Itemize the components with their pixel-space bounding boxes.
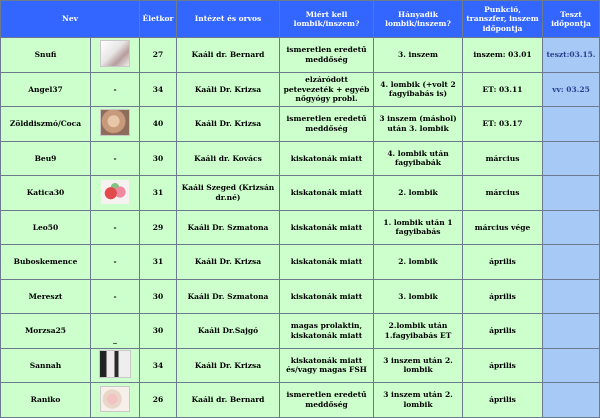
- avatar: [100, 386, 130, 412]
- dash-placeholder: -: [113, 84, 117, 94]
- cell-nev: Leo50: [1, 210, 91, 245]
- cell-punkcio: inszem: 03.01: [463, 38, 543, 73]
- cell-intezet: Kaáli Dr. Szmatona: [177, 210, 280, 245]
- cell-eletkor: 34: [140, 348, 177, 383]
- cell-miert: ismeretlen eredetű meddőség: [280, 107, 374, 142]
- cell-miert: kiskatonák miatt: [280, 279, 374, 314]
- table-row: [1, 279, 600, 314]
- cell-intezet: Kaáli dr. Bernard: [177, 38, 280, 73]
- header-nev: Nev: [1, 1, 140, 38]
- cell-hanyadik: 3 inszem után 2. lombik: [374, 383, 463, 418]
- cell-nev: Katica30: [1, 176, 91, 211]
- cell-nev: Buboskemence: [1, 245, 91, 280]
- cell-photo: [91, 210, 140, 245]
- cell-punkcio: ET: 03.17: [463, 107, 543, 142]
- cell-hanyadik: 4. lombik után fagyibabák: [374, 141, 463, 176]
- cell-nev: Sannah: [1, 348, 91, 383]
- table-row: [1, 210, 600, 245]
- cell-miert: magas prolaktin, kiskatonák miatt: [280, 314, 374, 349]
- cell-miert: kiskatonák miatt: [280, 245, 374, 280]
- cell-teszt: [543, 210, 600, 245]
- cell-hanyadik: 2.lombik után 1.fagyibabás ET: [374, 314, 463, 349]
- header-teszt: Teszt időpontja: [543, 1, 600, 38]
- header-punkcio: Punkció, transzfer, inszem időpontja: [463, 1, 543, 38]
- cell-eletkor: 30: [140, 279, 177, 314]
- cell-eletkor: 31: [140, 176, 177, 211]
- cell-miert: elzáródott petevezeték + egyéb nőgyógy probl.: [280, 72, 374, 107]
- cell-punkcio: ET: 03.11: [463, 72, 543, 107]
- cell-hanyadik: 3. lombik: [374, 279, 463, 314]
- dash-placeholder: -: [113, 153, 117, 163]
- cell-punkcio: március: [463, 141, 543, 176]
- cell-eletkor: 30: [140, 314, 177, 349]
- cell-punkcio: április: [463, 348, 543, 383]
- table-row: [1, 383, 600, 418]
- cell-miert: ismeretlen eredetű meddőség: [280, 383, 374, 418]
- cell-punkcio: április: [463, 279, 543, 314]
- header-intezet: Intézet és orvos: [177, 1, 280, 38]
- cell-punkcio: április: [463, 383, 543, 418]
- cell-teszt: [543, 348, 600, 383]
- cell-intezet: Kaáli Dr. Krizsa: [177, 107, 280, 142]
- cell-teszt: [543, 141, 600, 176]
- cell-photo: [91, 383, 140, 418]
- avatar: [99, 350, 131, 378]
- avatar: [101, 180, 129, 204]
- cell-intezet: Kaáli Dr. Krizsa: [177, 245, 280, 280]
- cell-intezet: Kaáli dr. Kovács: [177, 141, 280, 176]
- header-eletkor: Életkor: [140, 1, 177, 38]
- header-miert: Miért kell lombik/inszem?: [280, 1, 374, 38]
- cell-intezet: Kaáli Dr. Krizsa: [177, 348, 280, 383]
- table-row: [1, 176, 600, 211]
- cell-intezet: Kaáli dr. Bernard: [177, 383, 280, 418]
- cell-miert: ismeretlen eredetű meddőség: [280, 38, 374, 73]
- cell-hanyadik: 1. lombik után 1 fagyibabás: [374, 210, 463, 245]
- cell-photo: [91, 279, 140, 314]
- avatar: [100, 40, 130, 67]
- cell-miert: kiskatonák miatt: [280, 141, 374, 176]
- table-row: [1, 245, 600, 280]
- cell-teszt: [543, 279, 600, 314]
- cell-nev: Beu9: [1, 141, 91, 176]
- dash-placeholder: -: [113, 291, 117, 301]
- cell-photo: [91, 176, 140, 211]
- cell-teszt: [543, 245, 600, 280]
- table-row: [1, 72, 600, 107]
- cell-miert: kiskatonák miatt: [280, 176, 374, 211]
- cell-nev: Zölddiszmó/Coca: [1, 107, 91, 142]
- cell-punkcio: március: [463, 176, 543, 211]
- cell-teszt: [543, 176, 600, 211]
- cell-teszt: [543, 107, 600, 142]
- cell-hanyadik: 4. lombik (+volt 2 fagyibabás is): [374, 72, 463, 107]
- cell-photo: [91, 107, 140, 142]
- cell-eletkor: 34: [140, 72, 177, 107]
- avatar: [100, 109, 130, 136]
- cell-intezet: Kaáli Dr.Sajgó: [177, 314, 280, 349]
- table-row: [1, 348, 600, 383]
- cell-hanyadik: 2. lombik: [374, 176, 463, 211]
- cell-punkcio: április: [463, 314, 543, 349]
- table-row: [1, 107, 600, 142]
- cell-eletkor: 26: [140, 383, 177, 418]
- dash-placeholder: _: [113, 335, 117, 345]
- cell-teszt: [543, 383, 600, 418]
- cell-photo: [91, 314, 140, 349]
- cell-nev: Mereszt: [1, 279, 91, 314]
- cell-miert: kiskatonák miatt és/vagy magas FSH: [280, 348, 374, 383]
- cell-punkcio: március vége: [463, 210, 543, 245]
- cell-photo: [91, 141, 140, 176]
- cell-photo: [91, 72, 140, 107]
- table-row: [1, 38, 600, 73]
- cell-hanyadik: 3 inszem (máshol) után 3. lombik: [374, 107, 463, 142]
- table-row: [1, 314, 600, 349]
- cell-eletkor: 29: [140, 210, 177, 245]
- cell-photo: [91, 245, 140, 280]
- cell-eletkor: 30: [140, 141, 177, 176]
- cell-nev: Snufi: [1, 38, 91, 73]
- cell-hanyadik: 2. lombik: [374, 245, 463, 280]
- cell-hanyadik: 3. inszem: [374, 38, 463, 73]
- dash-placeholder: -: [113, 222, 117, 232]
- cell-intezet: Kaáli Dr. Szmatona: [177, 279, 280, 314]
- cell-eletkor: 31: [140, 245, 177, 280]
- cell-teszt: teszt:03.15.: [543, 38, 600, 73]
- dash-placeholder: -: [113, 257, 117, 267]
- cell-punkcio: április: [463, 245, 543, 280]
- cell-eletkor: 27: [140, 38, 177, 73]
- cell-eletkor: 40: [140, 107, 177, 142]
- cell-teszt: vv: 03.25: [543, 72, 600, 107]
- cell-photo: [91, 38, 140, 73]
- cell-teszt: [543, 314, 600, 349]
- cell-intezet: Kaáli Dr. Krizsa: [177, 72, 280, 107]
- header-hanyadik: Hányadik lombik/inszem?: [374, 1, 463, 38]
- cell-hanyadik: 3 inszem után 2. lombik: [374, 348, 463, 383]
- cell-photo: [91, 348, 140, 383]
- cell-nev: Angel37: [1, 72, 91, 107]
- cell-miert: kiskatonák miatt: [280, 210, 374, 245]
- cell-nev: Morzsa25: [1, 314, 91, 349]
- header-row: [1, 1, 600, 38]
- cell-intezet: Kaáli Szeged (Krizsán dr.né): [177, 176, 280, 211]
- cell-nev: Raniko: [1, 383, 91, 418]
- table-row: [1, 141, 600, 176]
